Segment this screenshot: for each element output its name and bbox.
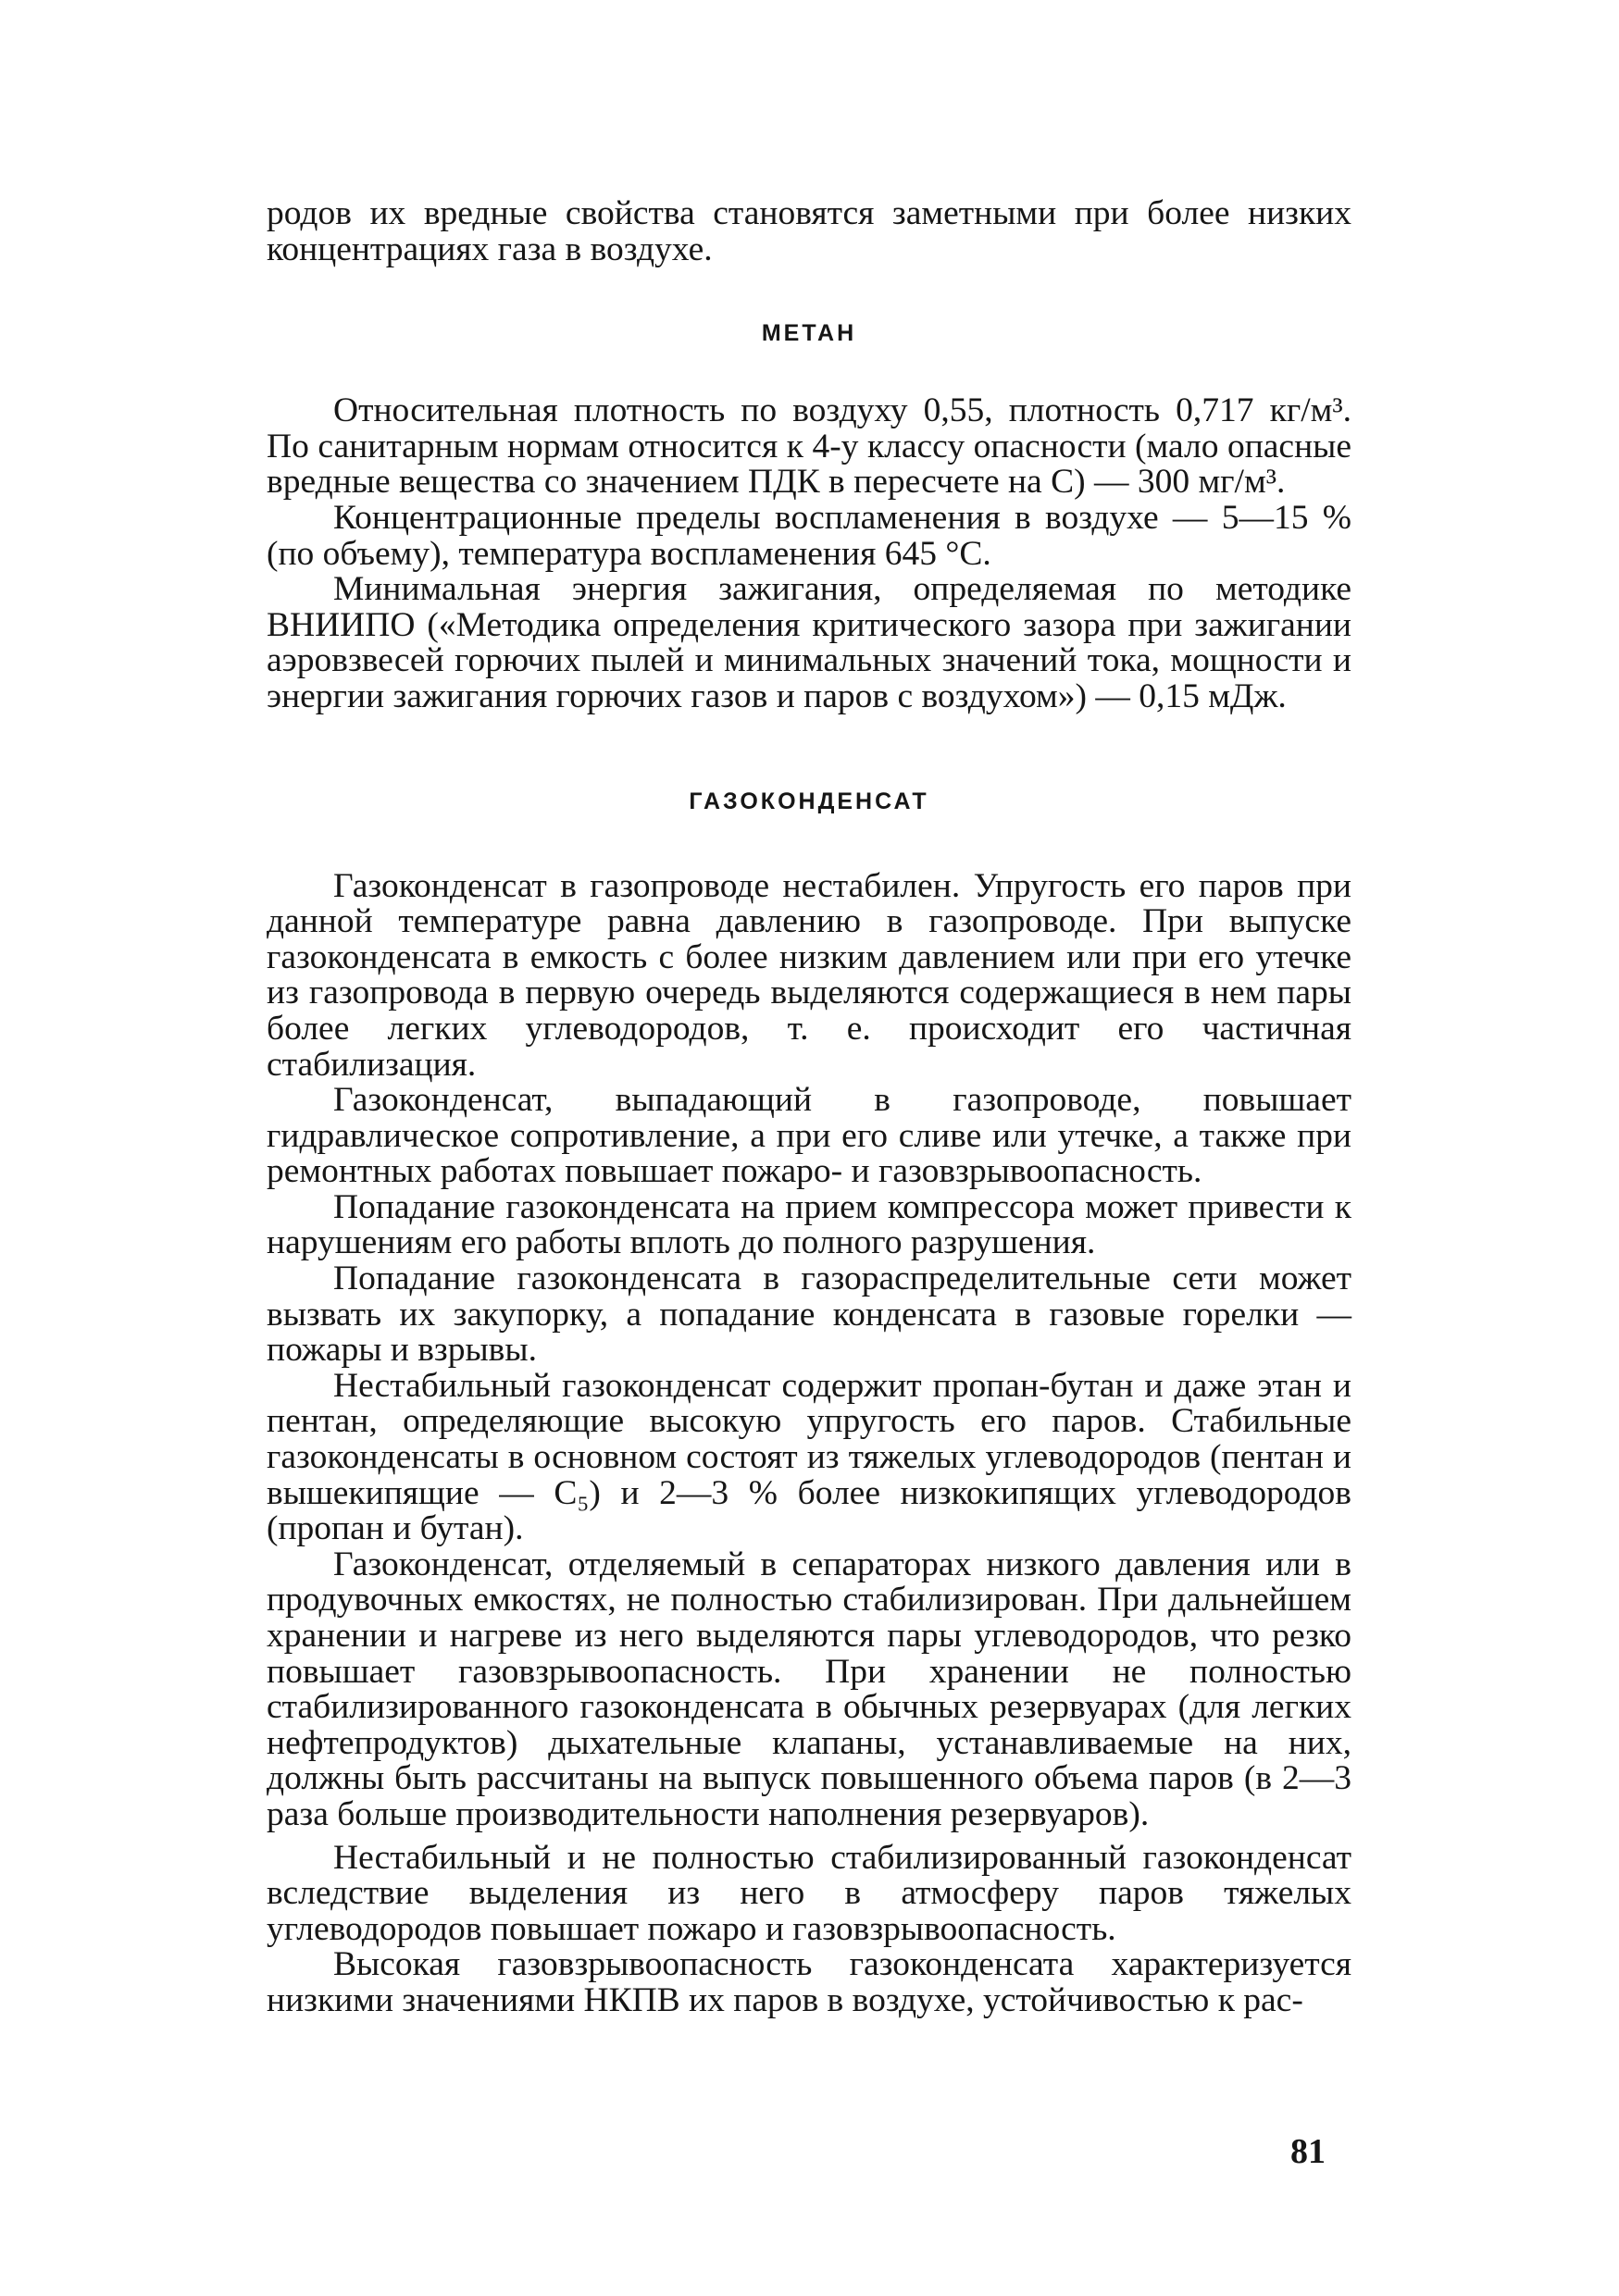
paragraph-gk-nkpv: Высокая газовзрывоопасность газоконденсата характеризуется низкими значениями НКПВ их паров в воздухе, устойчивостью к рас-	[267, 1945, 1351, 2019]
paragraph-methane-limits: Концентрационные пределы воспламенения в воздухе — 5—15 % (по объему), температура воспламенения 645 °С.	[267, 498, 1351, 573]
paragraph-gk-separators: Газоконденсат, отделяемый в сепараторах низкого давления или в продувочных емкостях, не полностью стабилизирован. При дальнейшем хранении и нагреве из него выделяются пары углеводородов, что резко повышает газовзрывоопасность. При хранении не полностью стабилизированного газоконденсата в обычных резервуарах (для легких нефтепродуктов) дыхательные клапаны, устанавливаемые на них, должны быть рассчитаны на выпуск повышенного объема паров (в 2—3 раза больше производительности наполнения резервуаров).	[267, 1545, 1351, 1833]
page-body	[267, 196, 1351, 2019]
paragraph-gk-resistance: Газоконденсат, выпадающий в газопроводе, повышает гидравлическое сопротивление, а при его сливе или утечке, а также при ремонтных работах повышает пожаро- и газовзрывоопасность.	[267, 1081, 1351, 1191]
paragraph-gk-unstable: Газоконденсат в газопроводе нестабилен. Упругость его паров при данной температуре равна давлению в газопроводе. При выпуске газоконденсата в емкость с более низким давлением или при его утечке из газопровода в первую очередь выделяются содержащиеся в нем пары более легких углеводородов, т. е. происходит его частичная стабилизация.	[267, 866, 1351, 1084]
paragraph-methane-density: Относительная плотность по воздуху 0,55, плотность 0,717 кг/м³. По санитарным нормам относится к 4-у классу опасности (мало опасные вредные вещества со значением ПДК в пересчете на С) — 300 мг/м³.	[267, 391, 1351, 502]
paragraph-gk-networks: Попадание газоконденсата в газораспределительные сети может вызвать их закупорку, а попадание конденсата в газовые горелки — пожары и взрывы.	[267, 1260, 1351, 1370]
paragraph-intro: родов их вредные свойства становятся заметными при более низких концентрациях газа в воздухе.	[267, 194, 1351, 268]
heading-gas-condensate: ГАЗОКОНДЕНСАТ	[689, 788, 929, 814]
heading-methane: МЕТАН	[761, 320, 857, 347]
paragraph-gk-compressor: Попадание газоконденсата на прием компрессора может привести к нарушениям его работы вплоть до полного разрушения.	[267, 1187, 1351, 1262]
paragraph-gk-hazard: Нестабильный и не полностью стабилизированный газоконденсат вследствие выделения из него в атмосферу паров тяжелых углеводородов повышает пожаро и газовзрывоопасность.	[267, 1838, 1351, 1948]
paragraph-gk-composition: Нестабильный газоконденсат содержит пропан-бутан и даже этан и пентан, определяющие высокую упругость его паров. Стабильные газоконденсаты в основном состоят из тяжелых углеводородов (пентан и вышекипящие — C₅) и 2—3 % более низкокипящих углеводородов (пропан и бутан).	[267, 1366, 1351, 1548]
page-number: 81	[1290, 2132, 1326, 2171]
paragraph-methane-ignition: Минимальная энергия зажигания, определяемая по методике ВНИИПО («Методика определения критического зазора при зажигании аэровзвесей горючих пылей и минимальных значений тока, мощности и энергии зажигания горючих газов и паров с воздухом») — 0,15 мДж.	[267, 570, 1351, 715]
